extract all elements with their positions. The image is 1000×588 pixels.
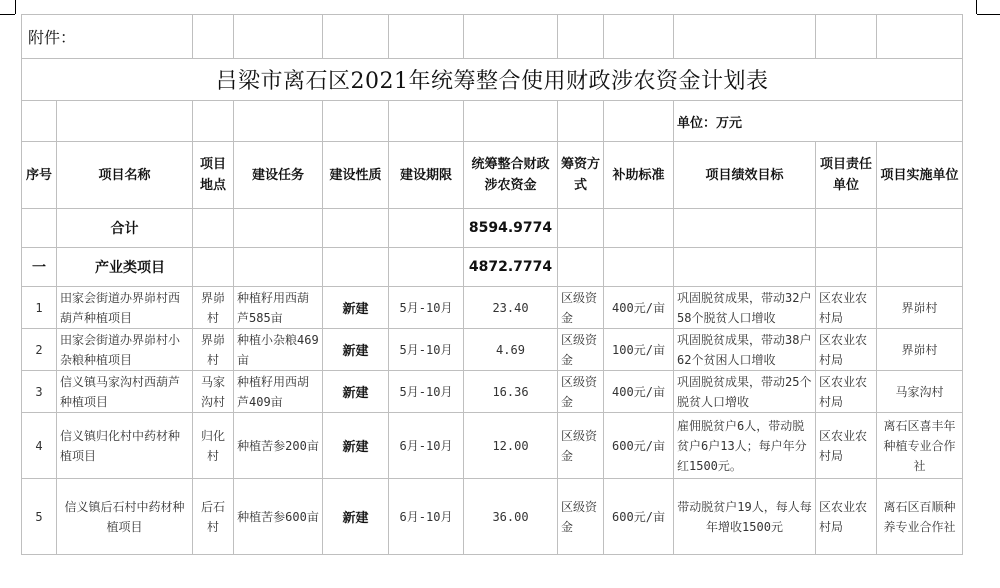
row-funding-method: 区级资金	[558, 413, 604, 479]
row-period: 5月-10月	[389, 329, 464, 371]
row-funds: 16.36	[464, 371, 558, 413]
row-goal: 巩固脱贫成果，带动38户62个贫困人口增收	[674, 329, 816, 371]
row-subsidy: 600元/亩	[604, 479, 674, 555]
row-nature: 新建	[323, 329, 389, 371]
row-project-name: 信义镇后石村中药材种植项目	[57, 479, 193, 555]
table-row	[22, 329, 963, 371]
row-location: 界峁村	[193, 329, 234, 371]
table-row	[22, 371, 963, 413]
category-row	[22, 248, 963, 287]
row-implementer: 离石区喜丰年种植专业合作社	[877, 413, 963, 479]
row-location: 后石村	[193, 479, 234, 555]
row-funding-method: 区级资金	[558, 329, 604, 371]
row-location: 马家沟村	[193, 371, 234, 413]
row-goal: 巩固脱贫成果，带动32户58个脱贫人口增收	[674, 287, 816, 329]
category-index: 一	[22, 248, 57, 287]
row-responsible: 区农业农村局	[816, 371, 877, 413]
row-funds: 23.40	[464, 287, 558, 329]
row-funds: 4.69	[464, 329, 558, 371]
header-subsidy: 补助标准	[604, 142, 674, 209]
total-row	[22, 209, 963, 248]
row-responsible: 区农业农村局	[816, 329, 877, 371]
crop-mark-top-left-h	[0, 14, 15, 15]
row-task: 种植苦参200亩	[234, 413, 323, 479]
row-subsidy: 400元/亩	[604, 371, 674, 413]
header-funding-method: 筹资方式	[558, 142, 604, 209]
header-no: 序号	[22, 142, 57, 209]
row-subsidy: 100元/亩	[604, 329, 674, 371]
row-subsidy: 400元/亩	[604, 287, 674, 329]
row-funds: 12.00	[464, 413, 558, 479]
row-nature: 新建	[323, 371, 389, 413]
row-funding-method: 区级资金	[558, 287, 604, 329]
total-amount: 8594.9774	[464, 209, 558, 248]
header-nature: 建设性质	[323, 142, 389, 209]
table-row	[22, 287, 963, 329]
crop-mark-top-left	[15, 0, 16, 14]
plan-table	[21, 14, 963, 555]
row-goal: 雇佣脱贫户6人，带动脱贫户6户13人；每户年分红1500元。	[674, 413, 816, 479]
row-implementer: 马家沟村	[877, 371, 963, 413]
row-no: 3	[22, 371, 57, 413]
row-responsible: 区农业农村局	[816, 479, 877, 555]
row-implementer: 界峁村	[877, 287, 963, 329]
unit-label: 单位：万元	[674, 101, 963, 142]
page-title: 吕梁市离石区2021年统筹整合使用财政涉农资金计划表	[22, 59, 963, 101]
header-funds: 统筹整合财政涉农资金	[464, 142, 558, 209]
header-location: 项目地点	[193, 142, 234, 209]
row-period: 6月-10月	[389, 479, 464, 555]
header-project-name: 项目名称	[57, 142, 193, 209]
header-goal: 项目绩效目标	[674, 142, 816, 209]
header-responsible: 项目责任单位	[816, 142, 877, 209]
category-label: 产业类项目	[57, 248, 193, 287]
row-location: 归化村	[193, 413, 234, 479]
row-nature: 新建	[323, 479, 389, 555]
row-responsible: 区农业农村局	[816, 287, 877, 329]
title-row	[22, 59, 963, 101]
row-implementer: 界峁村	[877, 329, 963, 371]
row-period: 5月-10月	[389, 371, 464, 413]
row-task: 种植籽用西胡芦409亩	[234, 371, 323, 413]
row-responsible: 区农业农村局	[816, 413, 877, 479]
header-task: 建设任务	[234, 142, 323, 209]
row-no: 4	[22, 413, 57, 479]
row-task: 种植苦参600亩	[234, 479, 323, 555]
header-period: 建设期限	[389, 142, 464, 209]
row-project-name: 信义镇马家沟村西葫芦种植项目	[57, 371, 193, 413]
table-row	[22, 413, 963, 479]
row-implementer: 离石区百顺种养专业合作社	[877, 479, 963, 555]
row-period: 6月-10月	[389, 413, 464, 479]
row-location: 界峁村	[193, 287, 234, 329]
row-funding-method: 区级资金	[558, 371, 604, 413]
crop-mark-top-right	[976, 0, 977, 14]
attachment-label: 附件：	[22, 15, 193, 59]
row-funds: 36.00	[464, 479, 558, 555]
row-task: 种植小杂粮469亩	[234, 329, 323, 371]
row-period: 5月-10月	[389, 287, 464, 329]
row-goal: 巩固脱贫成果，带动25个脱贫人口增收	[674, 371, 816, 413]
row-no: 1	[22, 287, 57, 329]
category-amount: 4872.7774	[464, 248, 558, 287]
row-project-name: 田家会街道办界峁村小杂粮种植项目	[57, 329, 193, 371]
row-project-name: 信义镇归化村中药材种植项目	[57, 413, 193, 479]
attachment-row	[22, 15, 963, 59]
header-row	[22, 142, 963, 209]
crop-mark-top-right-h	[977, 14, 1000, 15]
row-task: 种植籽用西葫芦585亩	[234, 287, 323, 329]
row-project-name: 田家会街道办界峁村西葫芦种植项目	[57, 287, 193, 329]
row-nature: 新建	[323, 413, 389, 479]
row-no: 2	[22, 329, 57, 371]
header-implementer: 项目实施单位	[877, 142, 963, 209]
row-goal: 带动脱贫户19人，每人每年增收1500元	[674, 479, 816, 555]
total-label: 合计	[57, 209, 193, 248]
row-funding-method: 区级资金	[558, 479, 604, 555]
row-nature: 新建	[323, 287, 389, 329]
unit-row	[22, 101, 963, 142]
row-subsidy: 600元/亩	[604, 413, 674, 479]
table-row	[22, 479, 963, 555]
row-no: 5	[22, 479, 57, 555]
